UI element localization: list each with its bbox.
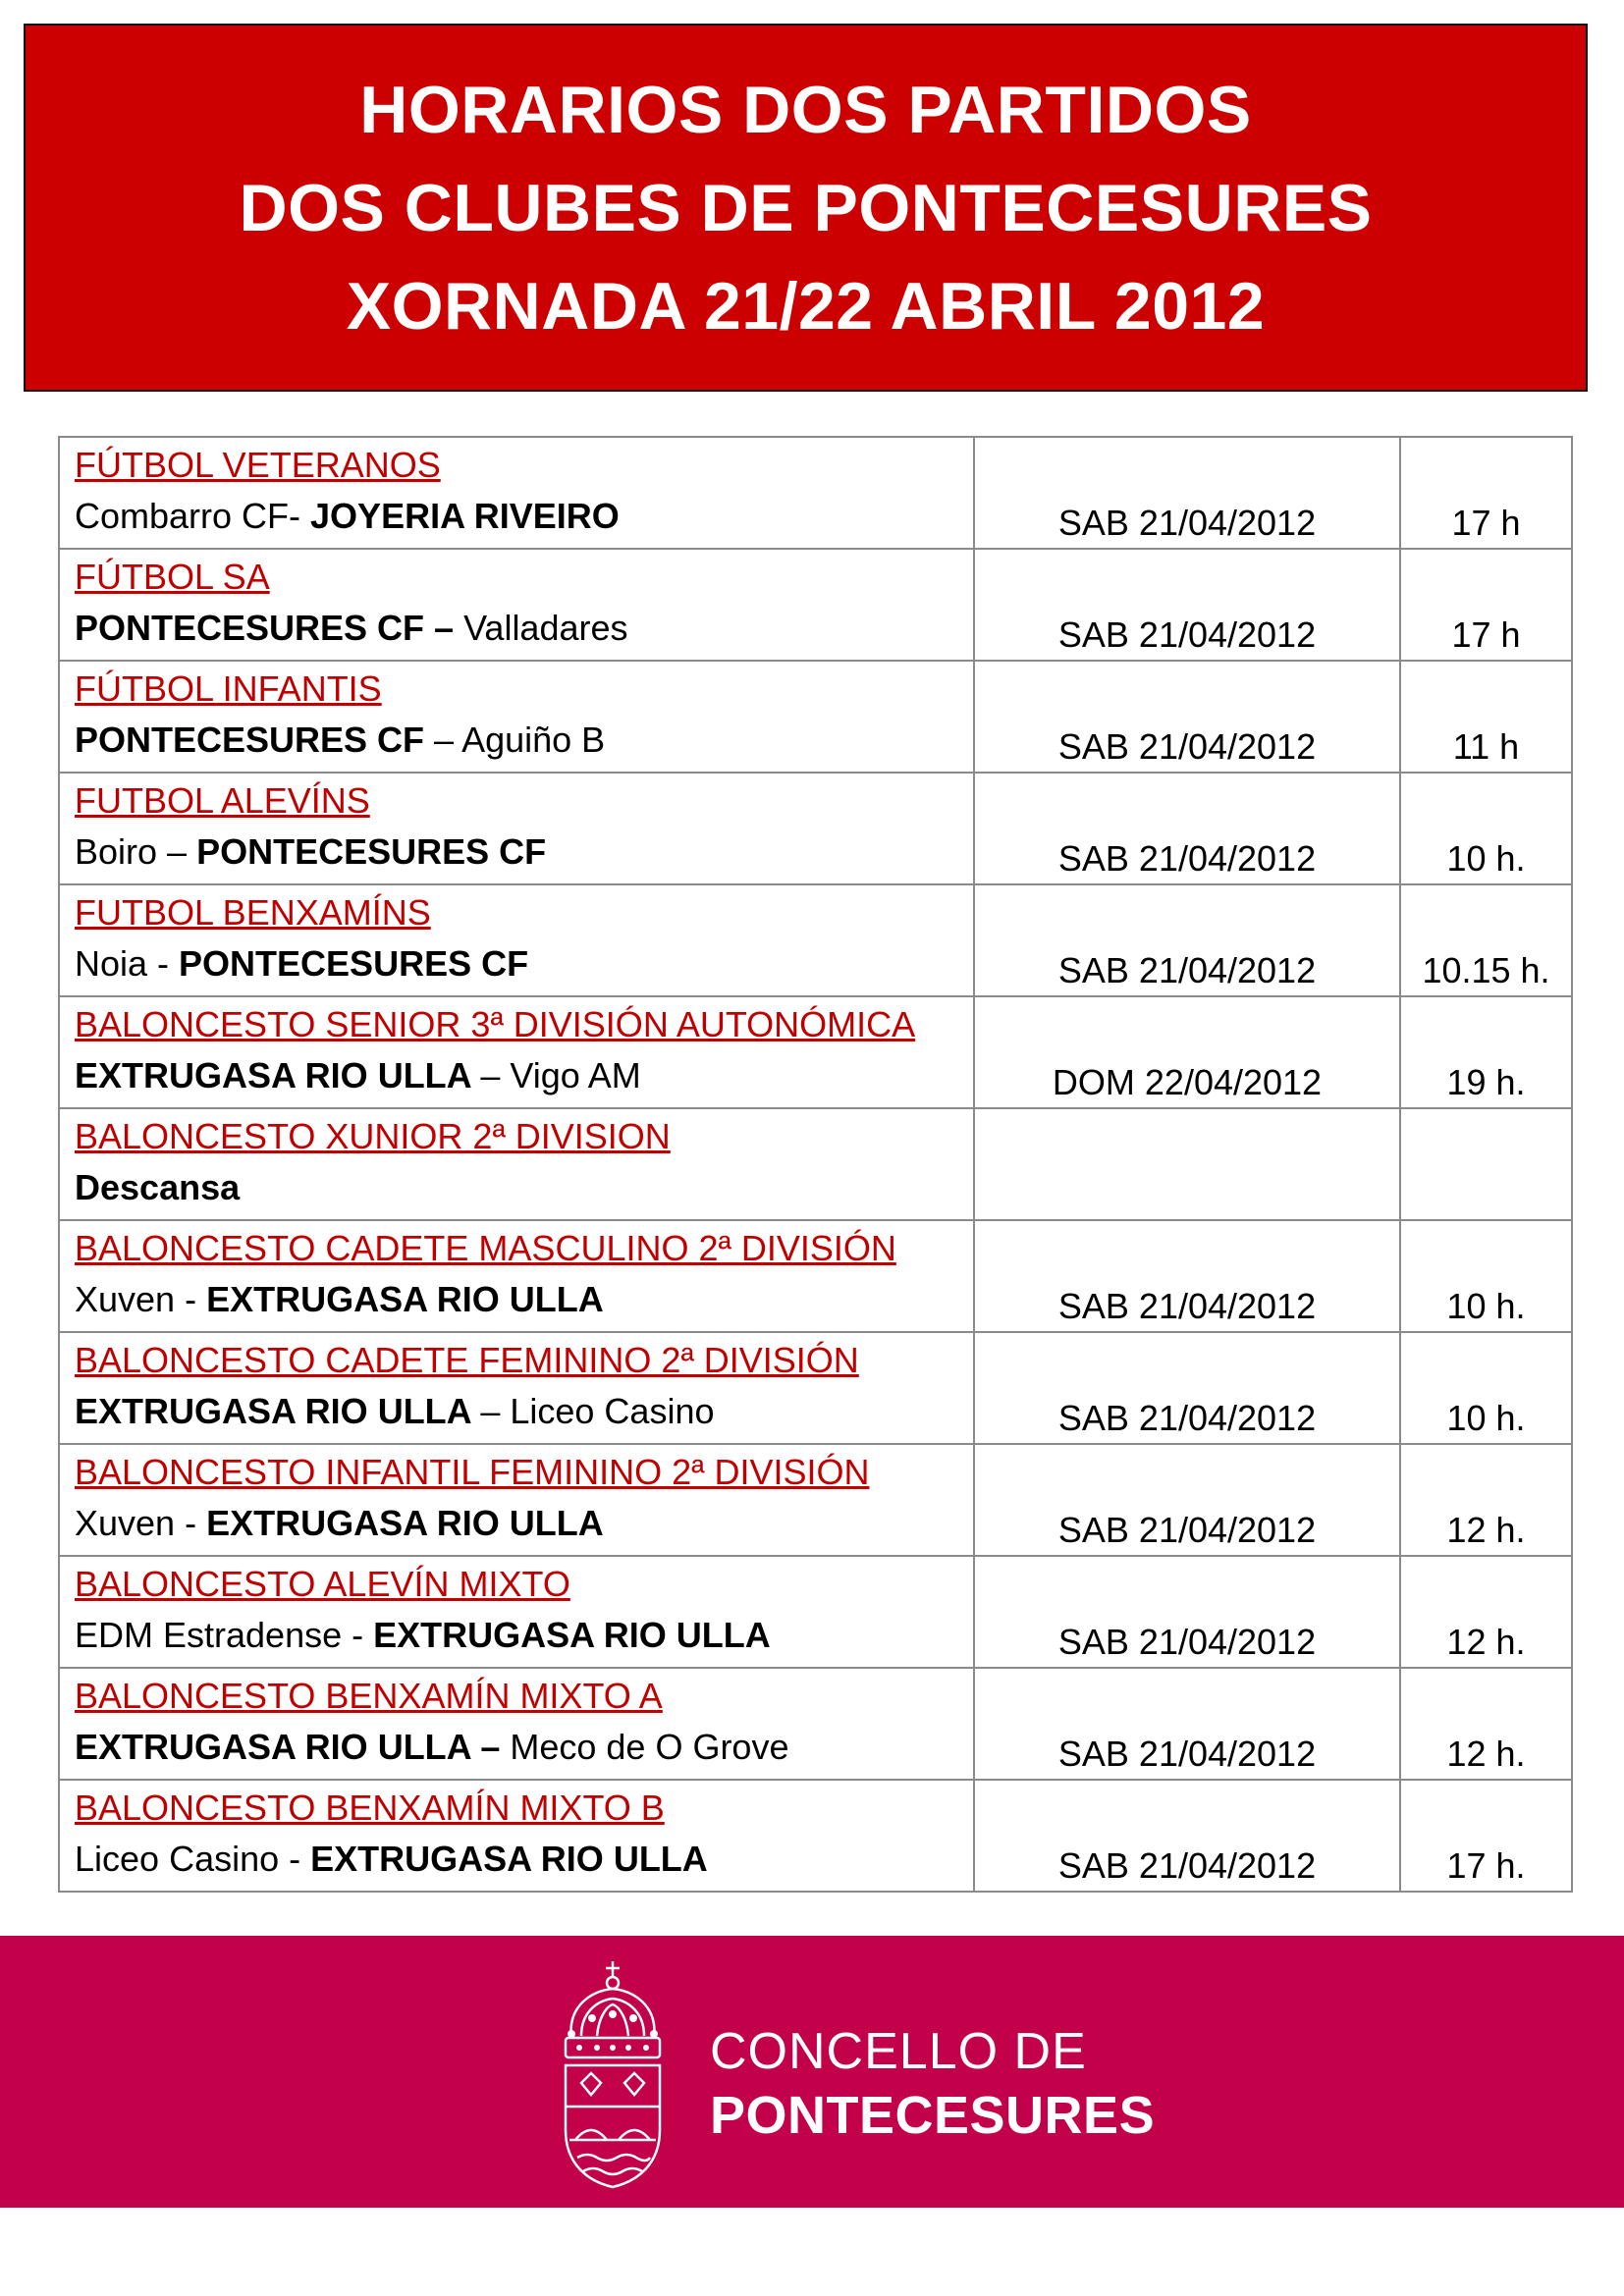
team-name: PONTECESURES CF: [179, 943, 529, 984]
team-name: EXTRUGASA RIO ULLA: [75, 1391, 481, 1431]
time-cell: [1400, 1668, 1572, 1780]
match-date: SAB 21/04/2012: [1057, 503, 1317, 543]
time-cell: [1400, 1108, 1572, 1220]
date-cell: [974, 1444, 1400, 1556]
category-label: BALONCESTO CADETE FEMININO 2ª DIVISIÓN: [75, 1340, 859, 1380]
table-row: [59, 884, 1572, 996]
category-label: BALONCESTO BENXAMÍN MIXTO A: [75, 1676, 663, 1716]
time-cell: [1400, 1220, 1572, 1332]
team-name: Xuven -: [75, 1279, 207, 1319]
table-row: [59, 1332, 1572, 1444]
date-cell: [974, 773, 1400, 884]
teams-line: [75, 1278, 973, 1321]
time-cell: [1400, 773, 1572, 884]
team-name: PONTECESURES CF –: [75, 608, 464, 648]
teams-line: [75, 607, 973, 650]
team-name: Noia -: [75, 943, 180, 984]
team-name: – Vigo AM: [480, 1055, 641, 1095]
table-row: [59, 1108, 1572, 1220]
teams-line: [75, 1726, 973, 1769]
teams-line: [75, 1054, 973, 1097]
category-label: BALONCESTO XUNIOR 2ª DIVISION: [75, 1116, 671, 1156]
match-date: SAB 21/04/2012: [1057, 1398, 1317, 1438]
team-name: Combarro CF-: [75, 496, 311, 536]
team-name: Boiro –: [75, 831, 197, 872]
match-date: SAB 21/04/2012: [1057, 1510, 1317, 1550]
time-cell: [1400, 884, 1572, 996]
category-label: BALONCESTO ALEVÍN MIXTO: [75, 1564, 570, 1604]
teams-line: [75, 942, 973, 986]
match-time: 11 h: [1452, 726, 1520, 767]
match-time: 12 h.: [1446, 1734, 1526, 1774]
schedule-table: [58, 436, 1573, 1893]
team-name: JOYERIA RIVEIRO: [310, 496, 620, 536]
team-name: Xuven -: [75, 1503, 207, 1543]
footer-banner: [0, 1936, 1624, 2208]
match-cell: [59, 1668, 974, 1780]
date-cell: [974, 549, 1400, 661]
match-time: [1401, 1109, 1571, 1175]
date-cell: [974, 1332, 1400, 1444]
team-name: – Aguiño B: [434, 720, 606, 760]
table-row: [59, 1444, 1572, 1556]
team-name: PONTECESURES CF: [196, 831, 547, 872]
date-cell: [974, 661, 1400, 773]
match-date: SAB 21/04/2012: [1057, 1622, 1317, 1662]
time-cell: [1400, 437, 1572, 549]
match-time: 10 h.: [1446, 838, 1526, 879]
date-cell: [974, 1556, 1400, 1668]
table-row: [59, 1220, 1572, 1332]
match-cell: [59, 884, 974, 996]
title-banner: [24, 24, 1588, 392]
match-time: 12 h.: [1446, 1622, 1526, 1662]
date-cell: [974, 1668, 1400, 1780]
time-cell: [1400, 661, 1572, 773]
match-time: 17 h.: [1446, 1845, 1526, 1886]
table-row: [59, 1668, 1572, 1780]
date-cell: [974, 1220, 1400, 1332]
match-time: 10 h.: [1446, 1286, 1526, 1326]
team-name: Descansa: [75, 1167, 241, 1207]
category-label: BALONCESTO SENIOR 3ª DIVISIÓN AUTONÓMICA: [75, 1004, 916, 1044]
time-cell: [1400, 1780, 1572, 1892]
teams-line: [75, 1166, 973, 1209]
team-name: EXTRUGASA RIO ULLA: [206, 1279, 604, 1319]
title-line-3: XORNADA 21/22 ABRIL 2012: [346, 268, 1266, 344]
match-time: 17 h: [1451, 503, 1521, 543]
category-label: BALONCESTO INFANTIL FEMININO 2ª DIVISIÓN: [75, 1452, 870, 1492]
date-cell: [974, 1108, 1400, 1220]
table-row: [59, 549, 1572, 661]
match-cell: [59, 1780, 974, 1892]
match-cell: [59, 661, 974, 773]
category-label: BALONCESTO BENXAMÍN MIXTO B: [75, 1788, 665, 1828]
team-name: EXTRUGASA RIO ULLA: [75, 1055, 481, 1095]
team-name: EXTRUGASA RIO ULLA: [310, 1839, 708, 1879]
teams-line: [75, 719, 973, 762]
team-name: EXTRUGASA RIO ULLA –: [75, 1727, 511, 1767]
team-name: PONTECESURES CF: [75, 720, 435, 760]
category-label: FÚTBOL VETERANOS: [75, 445, 441, 485]
match-date: SAB 21/04/2012: [1057, 838, 1317, 879]
match-cell: [59, 1444, 974, 1556]
footer-text: [710, 2020, 1155, 2148]
match-time: 17 h: [1451, 614, 1521, 655]
table-row: [59, 773, 1572, 884]
table-row: [59, 996, 1572, 1108]
table-row: [59, 1556, 1572, 1668]
category-label: BALONCESTO CADETE MASCULINO 2ª DIVISIÓN: [75, 1228, 896, 1268]
match-time: 12 h.: [1446, 1510, 1526, 1550]
match-time: 19 h.: [1446, 1062, 1526, 1102]
match-time: 10 h.: [1446, 1398, 1526, 1438]
category-label: FUTBOL ALEVÍNS: [75, 780, 370, 821]
teams-line: [75, 1502, 973, 1545]
coat-of-arms-icon: [552, 1957, 674, 2191]
time-cell: [1400, 1444, 1572, 1556]
match-date: SAB 21/04/2012: [1057, 1286, 1317, 1326]
team-name: Meco de O Grove: [510, 1727, 789, 1767]
footer-line-2: PONTECESURES: [710, 2086, 1156, 2145]
table-row: [59, 437, 1572, 549]
match-cell: [59, 773, 974, 884]
match-date: SAB 21/04/2012: [1057, 1734, 1317, 1774]
match-date: [975, 1109, 1399, 1175]
time-cell: [1400, 549, 1572, 661]
match-date: SAB 21/04/2012: [1057, 726, 1317, 767]
footer-line-1: CONCELLO DE: [710, 2023, 1087, 2080]
match-date: DOM 22/04/2012: [1052, 1062, 1323, 1102]
title-line-2: DOS CLUBES DE PONTECESURES: [239, 170, 1373, 245]
category-label: FÚTBOL INFANTIS: [75, 668, 382, 709]
teams-line: [75, 1838, 973, 1881]
match-time: 10.15 h.: [1422, 950, 1550, 990]
teams-line: [75, 495, 973, 538]
match-date: SAB 21/04/2012: [1057, 1845, 1317, 1886]
title-line-1: HORARIOS DOS PARTIDOS: [359, 72, 1252, 147]
team-name: Liceo Casino -: [75, 1839, 311, 1879]
team-name: Valladares: [463, 608, 628, 648]
match-date: SAB 21/04/2012: [1057, 950, 1317, 990]
date-cell: [974, 996, 1400, 1108]
table-row: [59, 1780, 1572, 1892]
team-name: EXTRUGASA RIO ULLA: [373, 1615, 771, 1655]
match-cell: [59, 1108, 974, 1220]
category-label: FUTBOL BENXAMÍNS: [75, 892, 431, 933]
table-row: [59, 661, 1572, 773]
date-cell: [974, 884, 1400, 996]
time-cell: [1400, 1332, 1572, 1444]
team-name: – Liceo Casino: [480, 1391, 715, 1431]
date-cell: [974, 437, 1400, 549]
match-cell: [59, 549, 974, 661]
category-label: FÚTBOL SA: [75, 557, 270, 597]
schedule-body: [59, 437, 1572, 1892]
match-cell: [59, 437, 974, 549]
match-cell: [59, 1220, 974, 1332]
match-cell: [59, 1556, 974, 1668]
time-cell: [1400, 1556, 1572, 1668]
teams-line: [75, 1614, 973, 1657]
match-cell: [59, 1332, 974, 1444]
time-cell: [1400, 996, 1572, 1108]
match-cell: [59, 996, 974, 1108]
teams-line: [75, 830, 973, 874]
date-cell: [974, 1780, 1400, 1892]
match-date: SAB 21/04/2012: [1057, 614, 1317, 655]
team-name: EDM Estradense -: [75, 1615, 374, 1655]
team-name: EXTRUGASA RIO ULLA: [206, 1503, 604, 1543]
teams-line: [75, 1390, 973, 1433]
